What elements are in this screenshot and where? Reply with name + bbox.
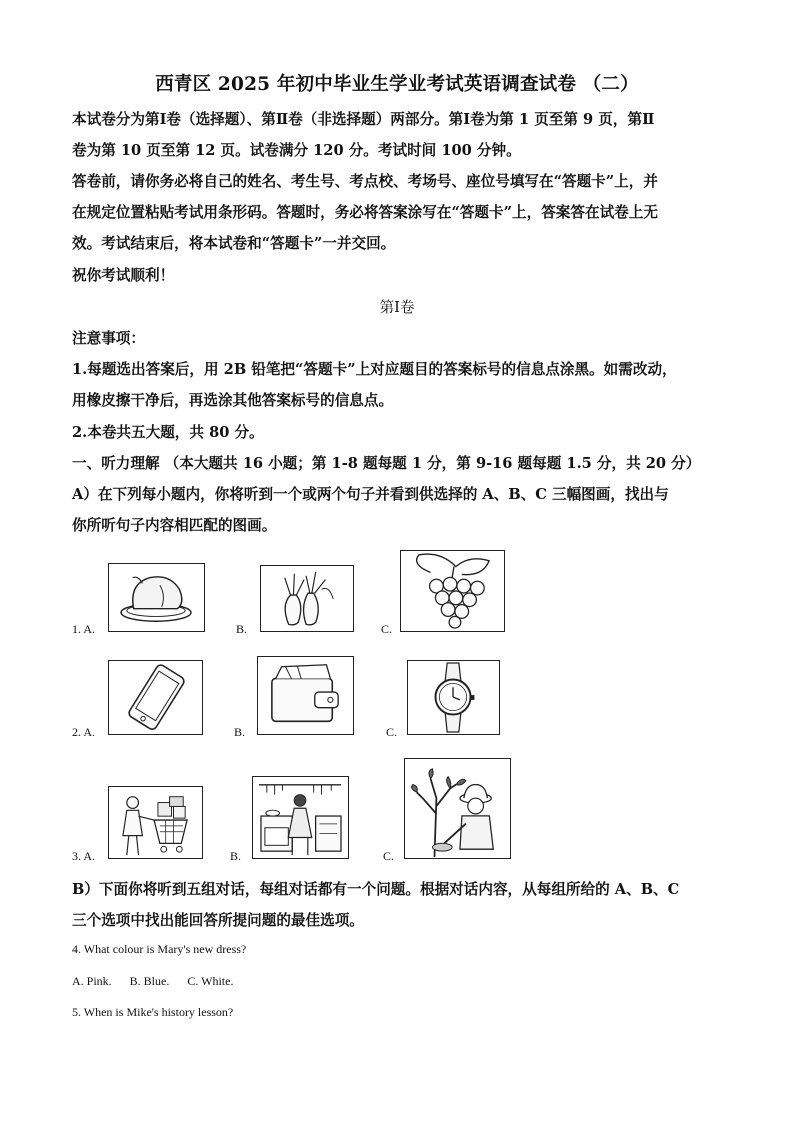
option-b-label: B. — [230, 849, 242, 863]
option-b-label: B. — [234, 725, 246, 739]
option-c-label: C. — [381, 622, 393, 636]
part1-b-instruction: 三个选项中找出能回答所提问题的最佳选项。 — [72, 912, 364, 929]
note-line: 1.每题选出答案后，用 2B 铅笔把“答题卡”上对应题目的答案标号的信息点涂黑。如需改动， — [72, 361, 677, 378]
shopping-woman-icon — [108, 786, 203, 859]
intro-line: 本试卷分为第Ⅰ卷（选择题）、第Ⅱ卷（非选择题）两部分。第Ⅰ卷为第 1 页至第 9 页，第Ⅱ — [72, 111, 655, 128]
intro-line: 答卷前，请你务必将自己的姓名、考生号、考点校、考场号、座位号填写在“答题卡”上，并 — [72, 173, 658, 190]
planting-boy-icon — [404, 758, 511, 859]
question-5: 5. When is Mike's history lesson? — [72, 1005, 234, 1019]
part1-a-instruction: 你所听句子内容相匹配的图画。 — [72, 517, 277, 534]
good-luck-text: 祝你考试顺利！ — [72, 267, 175, 284]
wristwatch-icon — [407, 660, 500, 735]
section-title: 第Ⅰ卷 — [379, 299, 415, 316]
question-4: 4. What colour is Mary's new dress? — [72, 942, 247, 956]
grapes-icon — [400, 550, 505, 632]
question-4-options: A. Pink. B. Blue. C. White. — [72, 974, 234, 988]
exam-title: 西青区 2025 年初中毕业生学业考试英语调查试卷 （二） — [155, 74, 639, 95]
part1-b-instruction: B）下面你将听到五组对话，每组对话都有一个问题。根据对话内容，从每组所给的 A、B、C — [72, 881, 680, 898]
roast-chicken-icon — [108, 563, 205, 632]
notes-heading: 注意事项： — [72, 330, 145, 347]
smartphone-icon — [108, 660, 203, 735]
cooking-woman-icon — [252, 776, 349, 859]
intro-line: 在规定位置粘贴考试用条形码。答题时，务必将答案涂写在“答题卡”上，答案答在试卷上无 — [72, 204, 658, 221]
carrots-icon — [260, 565, 354, 632]
question-number: 1. A. — [72, 622, 96, 636]
part1-heading: 一、听力理解 （本大题共 16 小题；第 1-8 题每题 1 分，第 9-16 题每题 1.5 分，共 20 分） — [72, 455, 701, 472]
part1-a-instruction: A）在下列每小题内，你将听到一个或两个句子并看到供选择的 A、B、C 三幅图画，找出与 — [72, 486, 669, 503]
question-number: 2. A. — [72, 725, 96, 739]
intro-line: 效。考试结束后，将本试卷和“答题卡”一并交回。 — [72, 235, 396, 252]
option-c-label: C. — [386, 725, 398, 739]
note-line: 用橡皮擦干净后，再选涂其他答案标号的信息点。 — [72, 392, 394, 409]
question-number: 3. A. — [72, 849, 96, 863]
note-line: 2.本卷共五大题，共 80 分。 — [72, 424, 264, 441]
wallet-icon — [257, 656, 354, 735]
option-c-label: C. — [383, 849, 395, 863]
option-b-label: B. — [236, 622, 248, 636]
intro-line: 卷为第 10 页至第 12 页。试卷满分 120 分。考试时间 100 分钟。 — [72, 142, 521, 159]
